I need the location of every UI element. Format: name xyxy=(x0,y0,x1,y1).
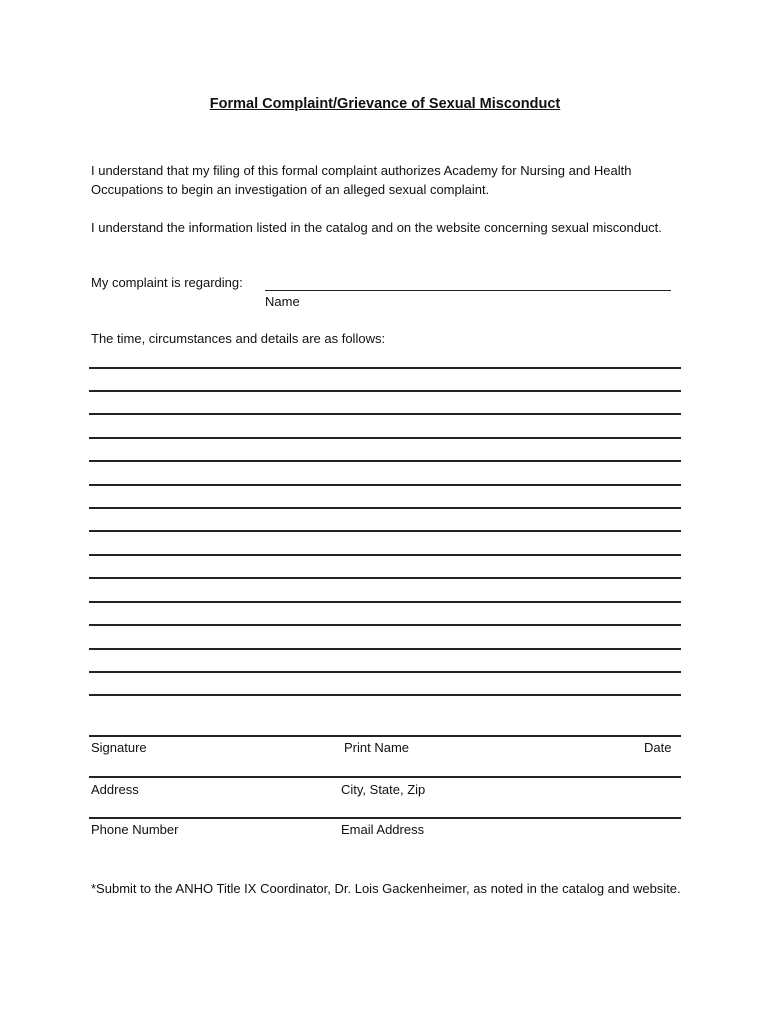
email-label: Email Address xyxy=(341,822,425,837)
details-line[interactable] xyxy=(89,694,681,696)
details-line[interactable] xyxy=(89,648,681,650)
complaint-label: My complaint is regarding: xyxy=(91,275,243,290)
details-line[interactable] xyxy=(89,413,681,415)
address-label: Address xyxy=(91,782,139,797)
details-line[interactable] xyxy=(89,530,681,532)
city-state-zip-label: City, State, Zip xyxy=(341,782,426,797)
details-line[interactable] xyxy=(89,624,681,626)
date-label: Date xyxy=(644,740,672,755)
details-line[interactable] xyxy=(89,390,681,392)
phone-line[interactable] xyxy=(89,817,681,819)
signature-line[interactable] xyxy=(89,735,681,737)
details-line[interactable] xyxy=(89,577,681,579)
details-line[interactable] xyxy=(89,507,681,509)
details-line[interactable] xyxy=(89,554,681,556)
complaint-name-field[interactable] xyxy=(265,290,671,291)
name-caption: Name xyxy=(265,294,300,309)
details-label: The time, circumstances and details are as follows: xyxy=(91,331,386,346)
details-line[interactable] xyxy=(89,367,681,369)
print-name-label: Print Name xyxy=(344,740,410,755)
acknowledgement-paragraph: I understand the information listed in the catalog and on the website concerning sexual misconduct. xyxy=(91,220,662,235)
authorization-paragraph: I understand that my filing of this formal complaint authorizes Academy for Nursing and Health Occupations to begin an investigation of an alleged sexual complaint. xyxy=(91,163,632,197)
details-line[interactable] xyxy=(89,460,681,462)
signature-label: Signature xyxy=(91,740,147,755)
form-title: Formal Complaint/Grievance of Sexual Misconduct xyxy=(209,96,561,112)
details-line[interactable] xyxy=(89,484,681,486)
submission-footnote: *Submit to the ANHO Title IX Coordinator, Dr. Lois Gackenheimer, as noted in the catalog and website. xyxy=(91,881,681,896)
address-line[interactable] xyxy=(89,776,681,778)
phone-label: Phone Number xyxy=(91,822,179,837)
details-line[interactable] xyxy=(89,437,681,439)
details-line[interactable] xyxy=(89,601,681,603)
details-line[interactable] xyxy=(89,671,681,673)
